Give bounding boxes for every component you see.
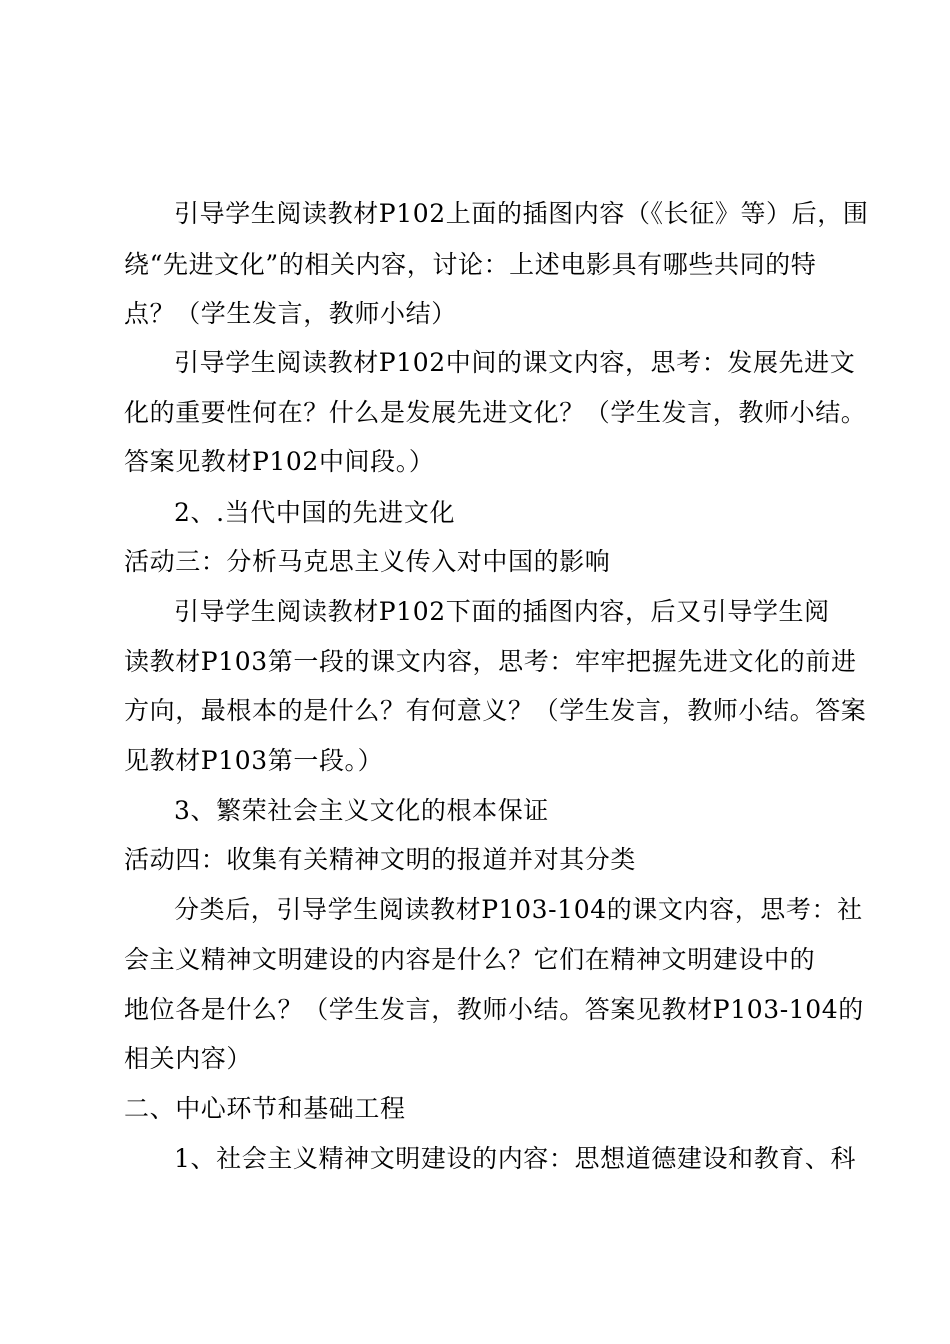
- chapter-heading: 二、中心环节和基础工程: [124, 1094, 406, 1123]
- text-line: 地位各是什么？（学生发言，教师小结。答案见教材P103-104的: [124, 995, 864, 1024]
- text-line: 会主义精神文明建设的内容是什么？它们在精神文明建设中的: [124, 945, 816, 974]
- text-line: 答案见教材P102中间段。）: [124, 447, 435, 476]
- text-line: 分类后，引导学生阅读教材P103-104的课文内容，思考：社: [174, 895, 863, 924]
- text-line: 方向，最根本的是什么？有何意义？（学生发言，教师小结。答案: [124, 696, 867, 725]
- text-line: 1、社会主义精神文明建设的内容：思想道德建设和教育、科: [174, 1144, 857, 1173]
- text-line: 相关内容）: [124, 1044, 253, 1073]
- text-line: 化的重要性何在？什么是发展先进文化？（学生发言，教师小结。: [124, 398, 867, 427]
- text-line: 点？（学生发言，教师小结）: [124, 299, 457, 328]
- text-line: 读教材P103第一段的课文内容，思考：牢牢把握先进文化的前进: [124, 647, 857, 676]
- activity-heading: 活动三：分析马克思主义传入对中国的影响: [124, 547, 611, 576]
- text-line: 引导学生阅读教材P102上面的插图内容（《长征》等）后，围: [174, 199, 869, 228]
- text-line: 引导学生阅读教材P102中间的课文内容，思考：发展先进文: [174, 348, 856, 377]
- section-heading: 2、.当代中国的先进文化: [174, 498, 456, 527]
- section-heading: 3、繁荣社会主义文化的根本保证: [174, 796, 549, 825]
- text-line: 引导学生阅读教材P102下面的插图内容，后又引导学生阅: [174, 597, 830, 626]
- activity-heading: 活动四：收集有关精神文明的报道并对其分类: [124, 845, 637, 874]
- text-line: 见教材P103第一段。）: [124, 746, 384, 775]
- text-line: 绕“先进文化”的相关内容，讨论：上述电影具有哪些共同的特: [124, 250, 817, 279]
